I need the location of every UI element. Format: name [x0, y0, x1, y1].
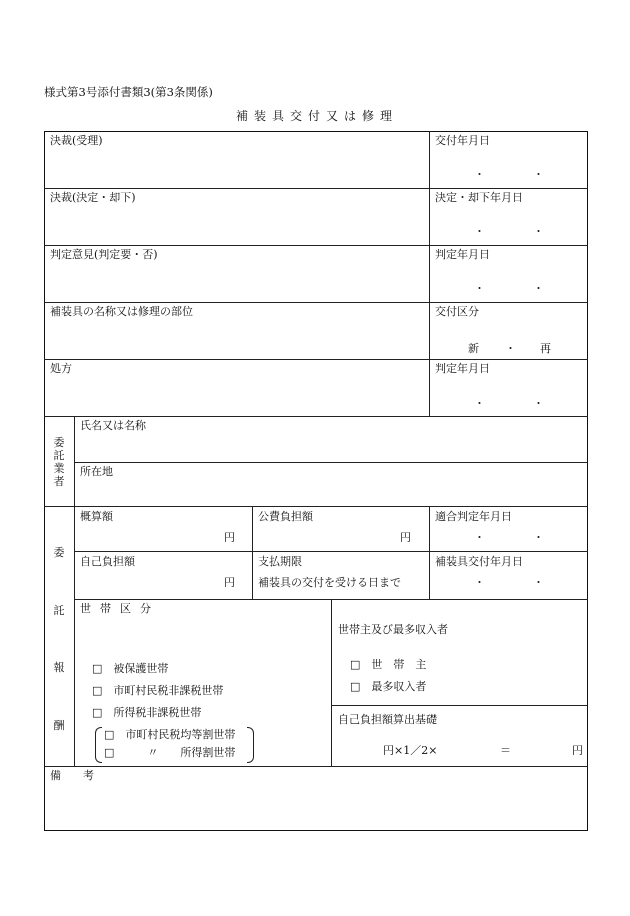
date-separator: ・	[533, 531, 544, 544]
tekigo-date-label: 適合判定年月日	[435, 510, 512, 523]
kiso-equals: ＝	[500, 744, 511, 757]
kiso-formula: 円×1／2×	[383, 744, 438, 757]
col-line	[429, 506, 430, 599]
shiharai-note: 補装具の交付を受ける日まで	[258, 576, 401, 589]
row-line	[44, 302, 588, 303]
kessai-juri-label: 決裁(受理)	[50, 134, 103, 147]
kessai-kettei-label: 決裁(決定・却下)	[50, 191, 136, 204]
saita-item: □ 最多収入者	[350, 680, 427, 693]
shohou-label: 処方	[50, 362, 72, 375]
itaku-hoshu-char: 報	[53, 661, 65, 674]
row-line	[44, 188, 588, 189]
kofu-date-label: 交付年月日	[435, 134, 490, 147]
setai-bracket-item: □ 市町村民税均等割世帯	[104, 728, 236, 741]
jiko-futan-label: 自己負担額	[80, 555, 135, 568]
hosogu-name-label: 補装具の名称又は修理の部位	[50, 305, 193, 318]
date-separator: ・	[474, 282, 485, 295]
yen-unit: 円	[400, 531, 411, 544]
date-separator: ・	[533, 576, 544, 589]
gaisan-label: 概算額	[80, 510, 113, 523]
yen-unit: 円	[224, 576, 235, 589]
setai-bracket-item: □ 〃 所得割世帯	[104, 746, 236, 759]
bracket-left	[95, 727, 102, 763]
kiso-heading: 自己負担額算出基礎	[338, 713, 437, 726]
yen-unit: 円	[224, 531, 235, 544]
setainushi-heading: 世帯主及び最多収入者	[338, 623, 448, 636]
col-line	[252, 506, 253, 599]
date-separator: ・	[533, 225, 544, 238]
row-line	[44, 506, 588, 507]
date-separator: ・	[474, 531, 485, 544]
bracket-right	[247, 727, 254, 763]
col-line	[429, 131, 430, 416]
row-line	[44, 359, 588, 360]
row-line	[44, 245, 588, 246]
date-separator: ・	[474, 225, 485, 238]
date-separator: ・	[533, 282, 544, 295]
itaku-hoshu-char: 酬	[53, 719, 65, 732]
itaku-address-label: 所在地	[80, 465, 113, 478]
row-line	[44, 766, 588, 767]
col-line	[331, 599, 332, 766]
setai-item: □ 市町村民税非課税世帯	[92, 684, 224, 697]
kettei-date-label: 決定・却下年月日	[435, 191, 523, 204]
row-line	[74, 551, 588, 552]
setainushi-item: □ 世 帯 主	[350, 658, 427, 671]
kiso-yen: 円	[572, 744, 583, 757]
hantei-date2-label: 判定年月日	[435, 362, 490, 375]
kohi-label: 公費負担額	[258, 510, 313, 523]
hantei-date-label: 判定年月日	[435, 248, 490, 261]
row-line	[74, 462, 588, 463]
date-separator: ・	[474, 397, 485, 410]
hantei-iken-label: 判定意見(判定要・否)	[50, 248, 158, 261]
form-frame	[44, 131, 588, 831]
hosogu-kofu-date-label: 補装具交付年月日	[435, 555, 523, 568]
setai-kubun-heading: 世帯区分	[80, 602, 160, 615]
biko-label: 備 考	[50, 769, 94, 782]
date-separator: ・	[533, 397, 544, 410]
kubun-re: 再	[540, 342, 551, 355]
date-separator: ・	[505, 342, 516, 355]
col-line	[74, 416, 75, 766]
setai-item: □ 所得税非課税世帯	[92, 706, 202, 719]
row-line	[44, 416, 588, 417]
kofu-kubun-label: 交付区分	[435, 305, 479, 318]
date-separator: ・	[533, 168, 544, 181]
itaku-name-label: 氏名又は名称	[80, 419, 146, 432]
date-separator: ・	[474, 168, 485, 181]
itaku-hoshu-char: 委	[53, 546, 65, 559]
itaku-hoshu-char: 託	[53, 604, 65, 617]
row-line	[331, 705, 588, 706]
date-separator: ・	[474, 576, 485, 589]
form-code: 様式第3号添付書類3(第3条関係)	[44, 85, 213, 99]
setai-item: □ 被保護世帯	[92, 662, 169, 675]
shiharai-label: 支払期限	[258, 555, 302, 568]
kubun-new: 新	[468, 342, 479, 355]
form-title: 補装具交付又は修理	[236, 109, 399, 123]
